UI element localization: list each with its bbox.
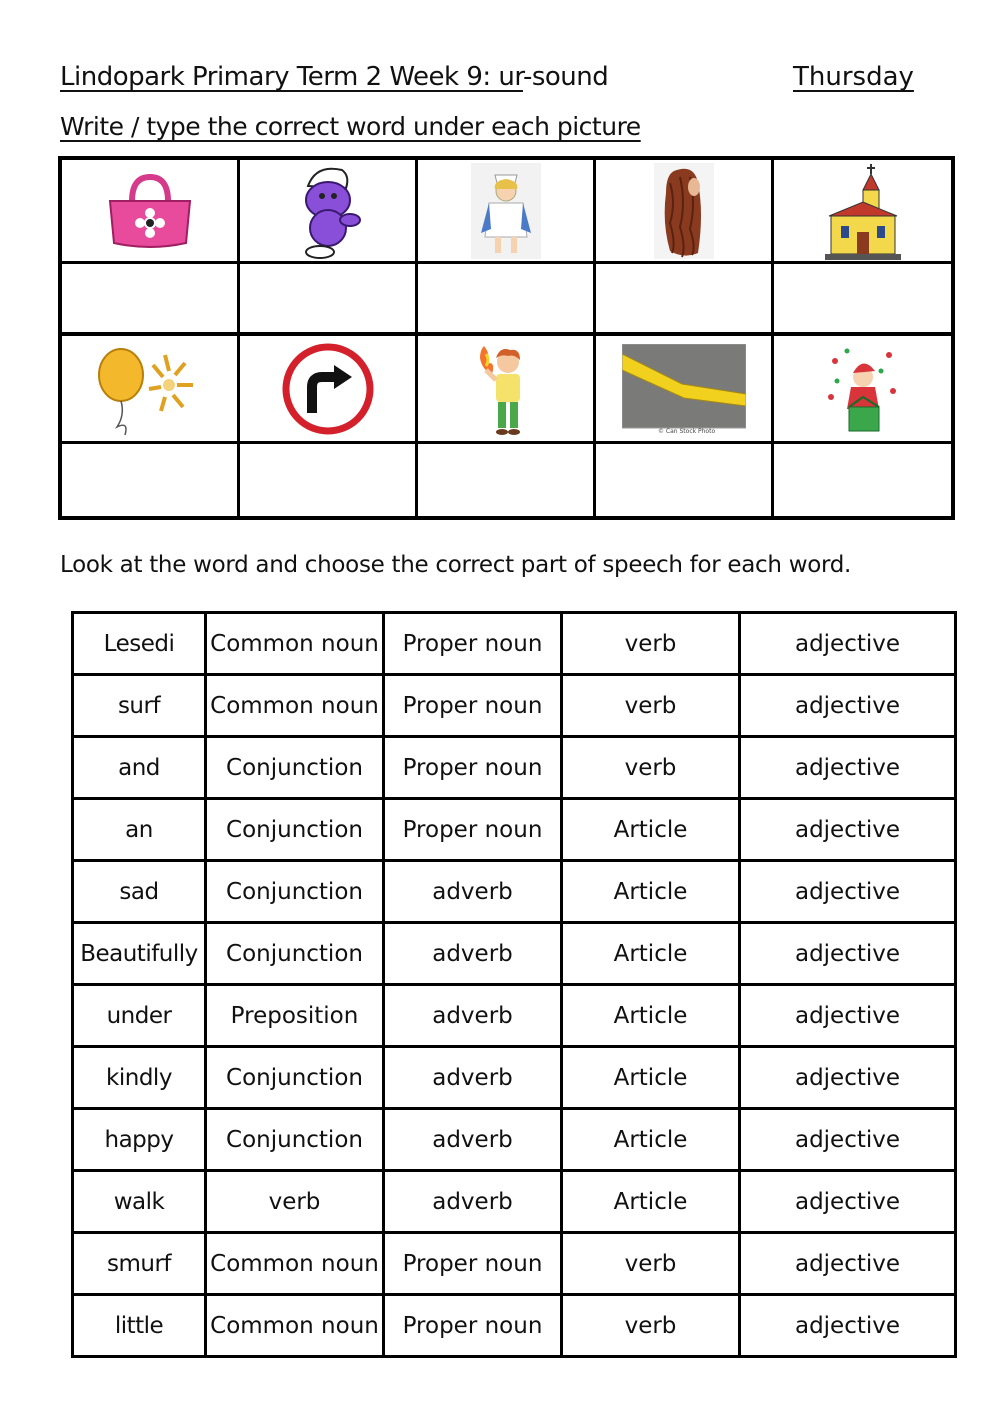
day-label: Thursday	[793, 62, 914, 92]
option-cell[interactable]: Proper noun	[384, 799, 562, 861]
option-cell[interactable]: Proper noun	[384, 613, 562, 675]
word-cell: smurf	[73, 1233, 206, 1295]
turn-right-sign-icon	[282, 343, 374, 435]
option-cell[interactable]: Article	[562, 861, 740, 923]
option-cell[interactable]: adverb	[384, 861, 562, 923]
picture-cell	[240, 336, 418, 444]
word-cell: Lesedi	[73, 613, 206, 675]
option-cell[interactable]: Article	[562, 799, 740, 861]
option-cell[interactable]: adjective	[740, 799, 956, 861]
option-cell[interactable]: adjective	[740, 1047, 956, 1109]
option-cell[interactable]: Article	[562, 1171, 740, 1233]
table-row	[73, 1295, 956, 1357]
option-cell[interactable]: Conjunction	[206, 799, 384, 861]
word-cell: an	[73, 799, 206, 861]
option-cell[interactable]: Common noun	[206, 613, 384, 675]
curly-hair-icon	[654, 163, 714, 259]
word-cell: walk	[73, 1171, 206, 1233]
answer-cell[interactable]	[596, 444, 774, 516]
answer-cell[interactable]	[62, 444, 240, 516]
option-cell[interactable]: Proper noun	[384, 675, 562, 737]
option-cell[interactable]: Article	[562, 1047, 740, 1109]
word-cell: kindly	[73, 1047, 206, 1109]
option-cell[interactable]: verb	[206, 1171, 384, 1233]
word-instruction: Look at the word and choose the correct part of speech for each word.	[60, 552, 852, 578]
option-cell[interactable]: adjective	[740, 985, 956, 1047]
option-cell[interactable]: Proper noun	[384, 737, 562, 799]
smurf-icon	[286, 162, 370, 260]
picture-cell	[418, 336, 596, 444]
option-cell[interactable]: Conjunction	[206, 1047, 384, 1109]
burn-icon	[474, 340, 538, 438]
option-cell[interactable]: adjective	[740, 613, 956, 675]
option-cell[interactable]: Common noun	[206, 1233, 384, 1295]
answer-cell[interactable]	[596, 264, 774, 336]
picture-instruction: Write / type the correct word under each picture	[60, 112, 641, 141]
picture-cell	[774, 336, 951, 444]
table-row	[73, 861, 956, 923]
table-row	[73, 1047, 956, 1109]
picture-cell	[240, 160, 418, 264]
church-icon	[825, 162, 901, 260]
picture-cell	[774, 160, 951, 264]
option-cell[interactable]: verb	[562, 737, 740, 799]
option-cell[interactable]: adjective	[740, 861, 956, 923]
burst-balloon-icon	[95, 341, 205, 437]
answer-cell[interactable]	[418, 444, 596, 516]
option-cell[interactable]: adjective	[740, 675, 956, 737]
picture-grid	[58, 156, 955, 520]
handbag-icon	[102, 171, 198, 251]
option-cell[interactable]: Preposition	[206, 985, 384, 1047]
word-cell: surf	[73, 675, 206, 737]
option-cell[interactable]: Proper noun	[384, 1233, 562, 1295]
nurse-icon	[471, 163, 541, 259]
answer-cell[interactable]	[774, 444, 951, 516]
option-cell[interactable]: adjective	[740, 923, 956, 985]
option-cell[interactable]: Common noun	[206, 675, 384, 737]
table-row	[73, 985, 956, 1047]
surprise-icon	[823, 341, 903, 437]
option-cell[interactable]: Article	[562, 985, 740, 1047]
option-cell[interactable]: verb	[562, 613, 740, 675]
option-cell[interactable]: Proper noun	[384, 1295, 562, 1357]
photo-credit: © Can Stock Photo	[657, 427, 715, 434]
option-cell[interactable]: Conjunction	[206, 861, 384, 923]
curb-icon	[622, 344, 746, 434]
option-cell[interactable]: verb	[562, 675, 740, 737]
title-text: Lindopark Primary Term 2 Week 9: ur	[60, 62, 523, 92]
worksheet-title	[60, 62, 920, 102]
table-row	[73, 923, 956, 985]
word-cell: little	[73, 1295, 206, 1357]
word-cell: happy	[73, 1109, 206, 1171]
table-row	[73, 675, 956, 737]
option-cell[interactable]: Conjunction	[206, 923, 384, 985]
picture-cell	[596, 160, 774, 264]
picture-cell	[62, 336, 240, 444]
answer-cell[interactable]	[240, 444, 418, 516]
option-cell[interactable]: adjective	[740, 1233, 956, 1295]
table-row	[73, 1171, 956, 1233]
parts-of-speech-table	[71, 611, 957, 1358]
table-row	[73, 737, 956, 799]
picture-cell	[418, 160, 596, 264]
option-cell[interactable]: adjective	[740, 1109, 956, 1171]
option-cell[interactable]: adverb	[384, 1047, 562, 1109]
option-cell[interactable]: adverb	[384, 923, 562, 985]
option-cell[interactable]: verb	[562, 1295, 740, 1357]
word-cell: and	[73, 737, 206, 799]
word-cell: Beautifully	[73, 923, 206, 985]
word-cell: under	[73, 985, 206, 1047]
table-row	[73, 1233, 956, 1295]
option-cell[interactable]: Article	[562, 923, 740, 985]
picture-cell	[596, 336, 774, 444]
option-cell[interactable]: adjective	[740, 1171, 956, 1233]
word-cell: sad	[73, 861, 206, 923]
option-cell[interactable]: adverb	[384, 1171, 562, 1233]
table-row	[73, 613, 956, 675]
option-cell[interactable]: Conjunction	[206, 737, 384, 799]
picture-cell	[62, 160, 240, 264]
answer-cell[interactable]	[240, 264, 418, 336]
option-cell[interactable]: adjective	[740, 1295, 956, 1357]
table-row	[73, 1109, 956, 1171]
option-cell[interactable]: Common noun	[206, 1295, 384, 1357]
answer-cell[interactable]	[62, 264, 240, 336]
option-cell[interactable]: Article	[562, 1109, 740, 1171]
answer-cell[interactable]	[418, 264, 596, 336]
option-cell[interactable]: adjective	[740, 737, 956, 799]
answer-cell[interactable]	[774, 264, 951, 336]
option-cell[interactable]: adverb	[384, 1109, 562, 1171]
option-cell[interactable]: Conjunction	[206, 1109, 384, 1171]
title-suffix: -sound	[522, 62, 609, 92]
option-cell[interactable]: adverb	[384, 985, 562, 1047]
option-cell[interactable]: verb	[562, 1233, 740, 1295]
table-row	[73, 799, 956, 861]
